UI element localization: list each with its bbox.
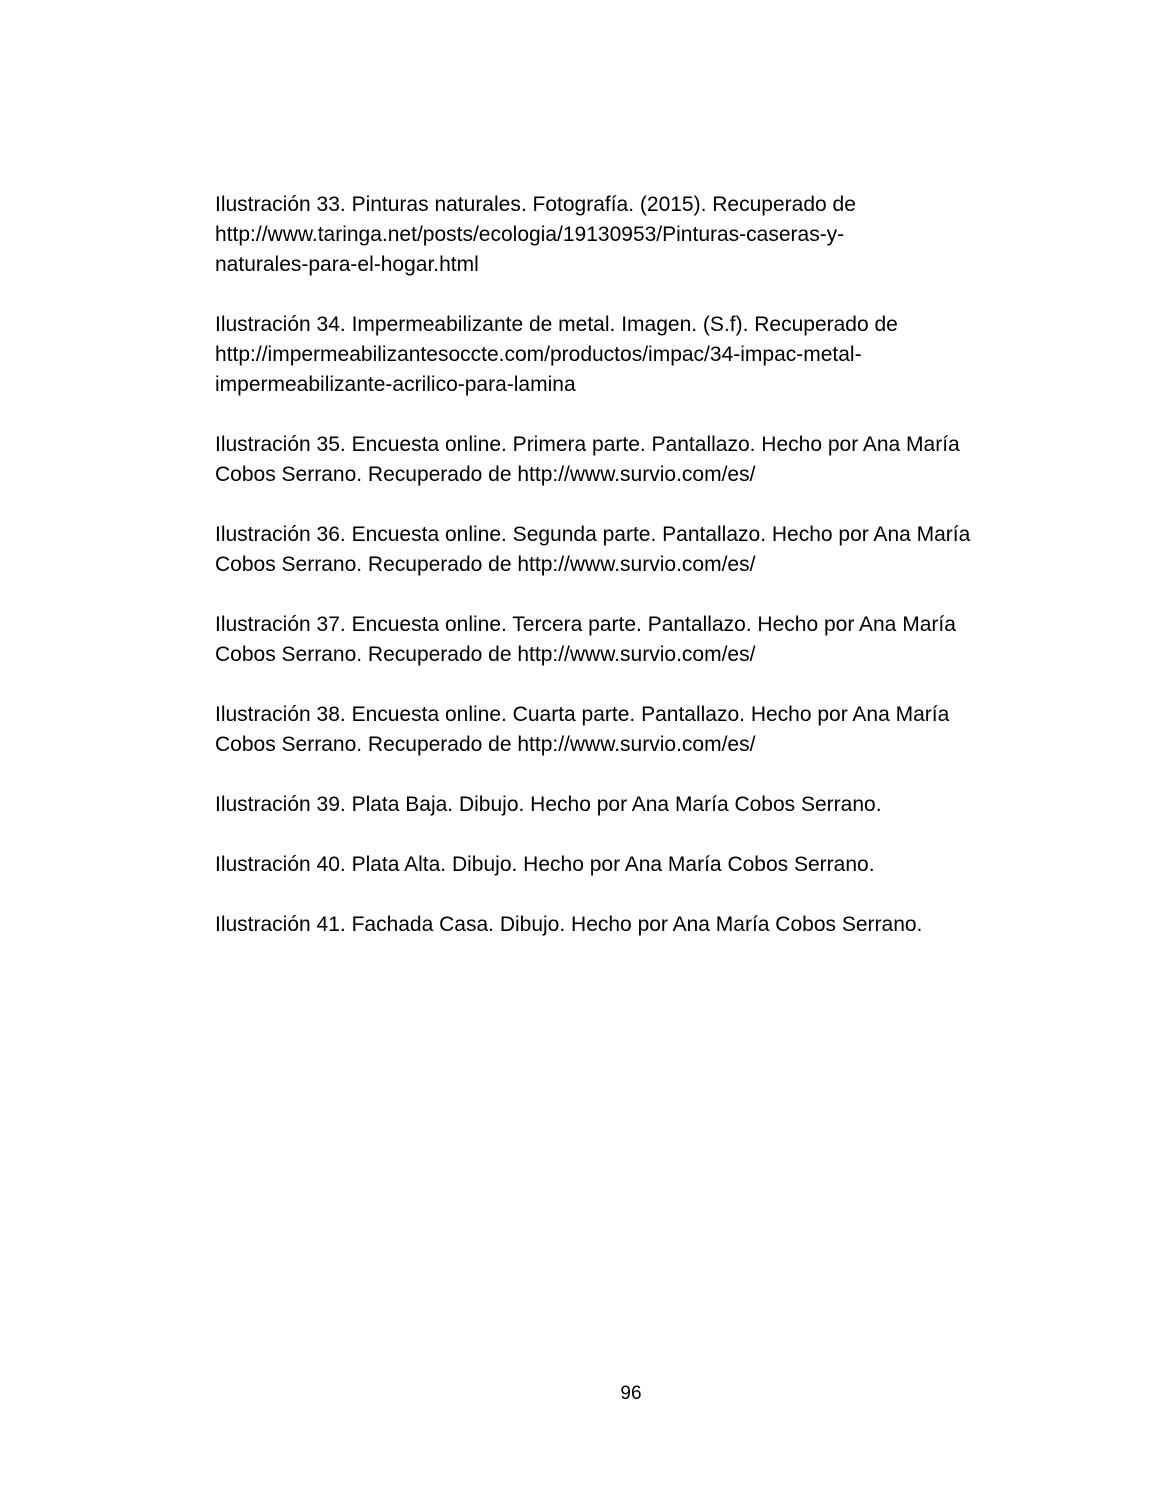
reference-entry-40 [215, 850, 1045, 880]
reference-entry-41 [215, 910, 1045, 940]
reference-line: Ilustración 40. Plata Alta. Dibujo. Hecho por Ana María Cobos Serrano. [215, 853, 875, 876]
reference-line: Ilustración 35. Encuesta online. Primera parte. Pantallazo. Hecho por Ana María [215, 433, 960, 456]
reference-entry-35 [215, 430, 1045, 490]
reference-line: Ilustración 39. Plata Baja. Dibujo. Hecho por Ana María Cobos Serrano. [215, 793, 882, 816]
reference-line: Cobos Serrano. Recuperado de http://www.survio.com/es/ [215, 733, 756, 756]
reference-line: http://impermeabilizantesoccte.com/productos/impac/34-impac-metal- [215, 343, 862, 366]
reference-line: Ilustración 33. Pinturas naturales. Fotografía. (2015). Recuperado de [215, 193, 856, 216]
reference-entry-39 [215, 790, 1045, 820]
reference-entry-38 [215, 700, 1045, 760]
reference-line: Ilustración 38. Encuesta online. Cuarta parte. Pantallazo. Hecho por Ana María [215, 703, 950, 726]
reference-entry-34 [215, 310, 1045, 400]
illustration-reference-list [215, 190, 1045, 970]
reference-line: impermeabilizante-acrilico-para-lamina [215, 373, 576, 396]
reference-line: Ilustración 37. Encuesta online. Tercera parte. Pantallazo. Hecho por Ana María [215, 613, 956, 636]
reference-line: Ilustración 36. Encuesta online. Segunda parte. Pantallazo. Hecho por Ana María [215, 523, 971, 546]
reference-line: Cobos Serrano. Recuperado de http://www.survio.com/es/ [215, 643, 756, 666]
reference-line: http://www.taringa.net/posts/ecologia/19130953/Pinturas-caseras-y- [215, 223, 845, 246]
reference-entry-37 [215, 610, 1045, 670]
reference-line: Cobos Serrano. Recuperado de http://www.survio.com/es/ [215, 463, 756, 486]
reference-line: naturales-para-el-hogar.html [215, 253, 479, 276]
reference-line: Cobos Serrano. Recuperado de http://www.survio.com/es/ [215, 553, 756, 576]
reference-line: Ilustración 34. Impermeabilizante de metal. Imagen. (S.f). Recuperado de [215, 313, 898, 336]
reference-line: Ilustración 41. Fachada Casa. Dibujo. Hecho por Ana María Cobos Serrano. [215, 913, 923, 936]
page-number: 96 [620, 1383, 642, 1404]
reference-entry-36 [215, 520, 1045, 580]
reference-entry-33 [215, 190, 1045, 280]
